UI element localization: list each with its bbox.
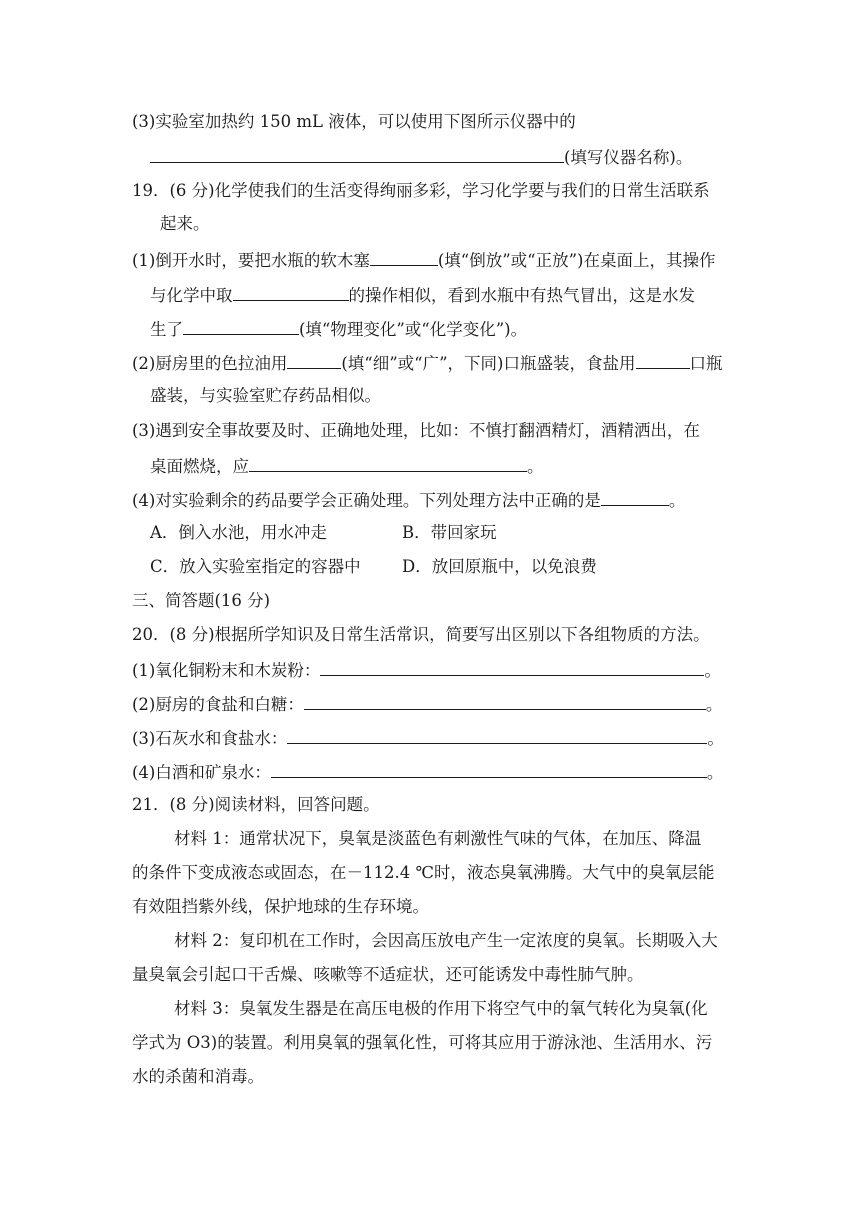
answer-blank[interactable] (287, 352, 341, 369)
q19-part4-line1: (4)对实验剩余的药品要学会正确处理。下列处理方法中正确的是 。 (132, 491, 686, 510)
q19-title-line1: 19．(6 分)化学使我们的生活变得绚丽多彩，学习化学要与我们的日常生活联系 (132, 181, 710, 200)
q20-title: 20．(8 分)根据所学知识及日常生活常识，简要写出区别以下各组物质的方法。 (132, 625, 710, 644)
q19-part1-line1: (1)倒开水时，要把水瓶的软木塞 (填“倒放”或“正放”)在桌面上，其操作 (132, 251, 716, 270)
answer-blank[interactable] (150, 146, 564, 163)
q19-part2-line2: 盛装，与实验室贮存药品相似。 (150, 386, 381, 405)
material-1-line3: 有效阻挡紫外线，保护地球的生存环境。 (132, 897, 429, 916)
answer-blank[interactable] (183, 318, 299, 335)
q19-part2-line1: (2)厨房里的色拉油用 (填“细”或“广”，下同)口瓶盛装，食盐用 口瓶 (132, 354, 723, 373)
answer-blank[interactable] (249, 455, 527, 472)
answer-blank[interactable] (304, 693, 706, 710)
answer-blank[interactable] (287, 727, 707, 744)
q19-part1-line2: 与化学中取 的操作相似，看到水瓶中有热气冒出，这是水发 (150, 286, 695, 305)
q19-part3-line2: 桌面燃烧，应 。 (150, 457, 544, 476)
material-3-line3: 水的杀菌和消毒。 (132, 1067, 264, 1086)
q19-title-line2: 起来。 (160, 214, 210, 233)
q19-part3-line1: (3)遇到安全事故要及时、正确地处理，比如：不慎打翻酒精灯，酒精洒出，在 (132, 421, 700, 440)
q20-item-1: (1)氧化铜粉末和木炭粉： 。 (132, 661, 721, 680)
option-a[interactable]: A．倒入水池，用水冲走 (150, 523, 327, 542)
q20-item-3: (3)石灰水和食盐水： 。 (132, 729, 724, 748)
material-1-line1: 材料 1：通常状况下，臭氧是淡蓝色有刺激性气味的气体，在加压、降温 (174, 829, 702, 848)
material-3-line1: 材料 3：臭氧发生器是在高压电极的作用下将空气中的氧气转化为臭氧(化 (174, 999, 708, 1018)
material-2-line1: 材料 2：复印机在工作时，会因高压放电产生一定浓度的臭氧。长期吸入大 (174, 931, 718, 950)
answer-blank[interactable] (601, 489, 669, 506)
material-2-line2: 量臭氧会引起口干舌燥、咳嗽等不适症状，还可能诱发中毒性肺气肿。 (132, 965, 644, 984)
answer-blank[interactable] (271, 761, 707, 778)
answer-blank[interactable] (636, 352, 690, 369)
q18-part3-line1: (3)实验室加热约 150 mL 液体，可以使用下图所示仪器中的 (132, 112, 576, 131)
material-1-line2: 的条件下变成液态或固态，在－112.4 ℃时，液态臭氧沸腾。大气中的臭氧层能 (132, 863, 715, 882)
q19-part1-line3: 生了 (填“物理变化”或“化学变化”)。 (150, 320, 528, 339)
option-d[interactable]: D．放回原瓶中，以免浪费 (402, 557, 597, 576)
option-c[interactable]: C．放入实验室指定的容器中 (150, 557, 361, 576)
q21-title: 21．(8 分)阅读材料，回答问题。 (132, 795, 380, 814)
q20-item-4: (4)白酒和矿泉水： 。 (132, 763, 724, 782)
answer-blank[interactable] (370, 249, 438, 266)
option-b[interactable]: B．带回家玩 (402, 523, 497, 542)
section-title: 三、简答题(16 分) (132, 591, 271, 610)
q18-part3-line2: (填写仪器名称)。 (150, 146, 860, 168)
material-3-line2: 学式为 O3)的装置。利用臭氧的强氧化性，可将其应用于游泳池、生活用水、污 (132, 1033, 713, 1052)
answer-blank[interactable] (320, 659, 704, 676)
q20-item-2: (2)厨房的食盐和白糖： 。 (132, 695, 723, 714)
answer-blank[interactable] (233, 284, 349, 301)
